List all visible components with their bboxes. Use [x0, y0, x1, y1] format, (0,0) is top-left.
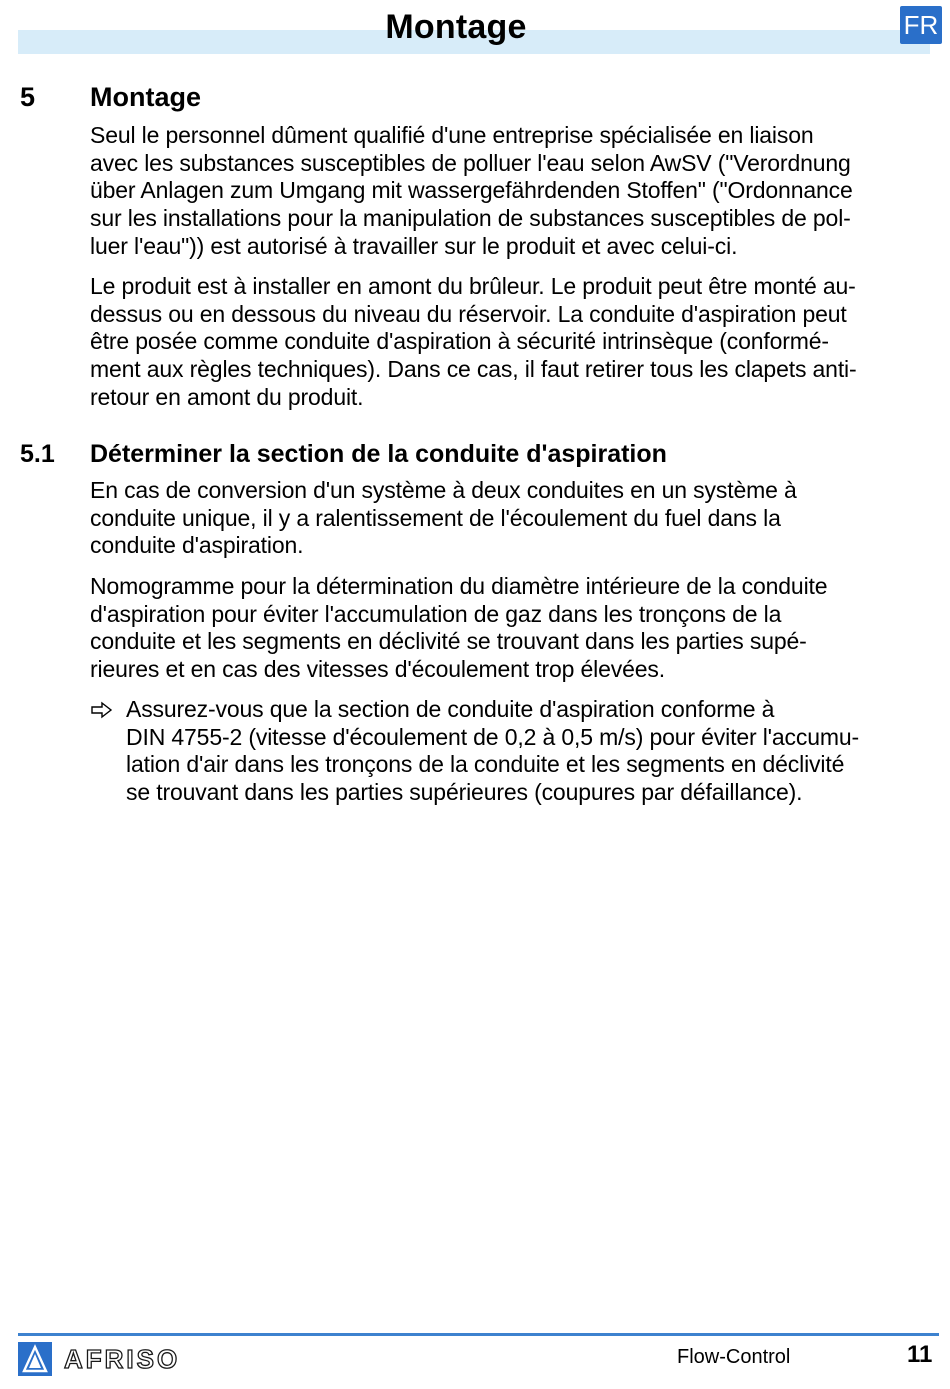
text-line: retour en amont du produit.	[90, 383, 364, 410]
afriso-logo-icon	[18, 1342, 52, 1376]
text-line: se trouvant dans les parties supérieures (coupures par défaillance).	[126, 779, 803, 806]
page-title: Montage	[385, 8, 527, 46]
text-line: En cas de conversion d'un système à deux conduites en un système à	[90, 477, 797, 503]
section-number: 5	[20, 82, 36, 112]
paragraph-installation	[90, 273, 935, 412]
arrow-right-outline-icon	[90, 701, 114, 719]
text-line: rieures et en cas des vitesses d'écoulement trop élevées.	[90, 656, 665, 683]
text-line: luer l'eau")) est autorisé à travailler sur le produit et avec celui-ci.	[90, 232, 738, 259]
paragraph-nomogram	[90, 573, 935, 684]
section-title: Montage	[90, 82, 201, 112]
page-number: 11	[907, 1341, 933, 1368]
text-line: Nomogramme pour la détermination du diamètre intérieure de la conduite	[90, 573, 828, 599]
instruction-text	[126, 696, 936, 807]
paragraph-conversion	[90, 477, 935, 560]
section-title: Déterminer la section de la conduite d'aspiration	[90, 440, 667, 468]
text-line: Seul le personnel dûment qualifié d'une entreprise spécialisée en liaison	[90, 122, 814, 148]
footer-product-name: Flow-Control	[677, 1346, 791, 1368]
text-line: über Anlagen zum Umgang mit wassergefährdenden Stoffen" ("Ordonnance	[90, 177, 853, 204]
text-line: d'aspiration pour éviter l'accumulation de gaz dans les tronçons de la	[90, 600, 782, 627]
text-line: Assurez-vous que la section de conduite d'aspiration conforme à	[126, 696, 775, 722]
language-badge: FR	[900, 6, 942, 44]
text-line: DIN 4755-2 (vitesse d'écoulement de 0,2 à 0,5 m/s) pour éviter l'accumu-	[126, 723, 860, 750]
text-line: conduite unique, il y a ralentissement de l'écoulement du fuel dans la	[90, 504, 781, 531]
footer-rule	[18, 1333, 939, 1336]
brand-logo-text: AFRISO	[64, 1344, 181, 1374]
text-line: conduite d'aspiration.	[90, 532, 304, 559]
text-line: sur les installations pour la manipulation de substances susceptibles de pol-	[90, 205, 851, 232]
text-line: être posée comme conduite d'aspiration à sécurité intrinsèque (conformé-	[90, 328, 829, 355]
text-line: lation d'air dans les tronçons de la conduite et les segments en déclivité	[126, 751, 845, 778]
text-line: conduite et les segments en déclivité se trouvant dans les parties supé-	[90, 628, 807, 655]
text-line: ment aux règles techniques). Dans ce cas, il faut retirer tous les clapets anti-	[90, 356, 857, 383]
text-line: dessus ou en dessous du niveau du réservoir. La conduite d'aspiration peut	[90, 300, 847, 327]
paragraph-qualified-personnel	[90, 122, 935, 261]
text-line: avec les substances susceptibles de polluer l'eau selon AwSV ("Verordnung	[90, 149, 851, 176]
text-line: Le produit est à installer en amont du brûleur. Le produit peut être monté au-	[90, 273, 856, 299]
section-number: 5.1	[20, 440, 55, 468]
